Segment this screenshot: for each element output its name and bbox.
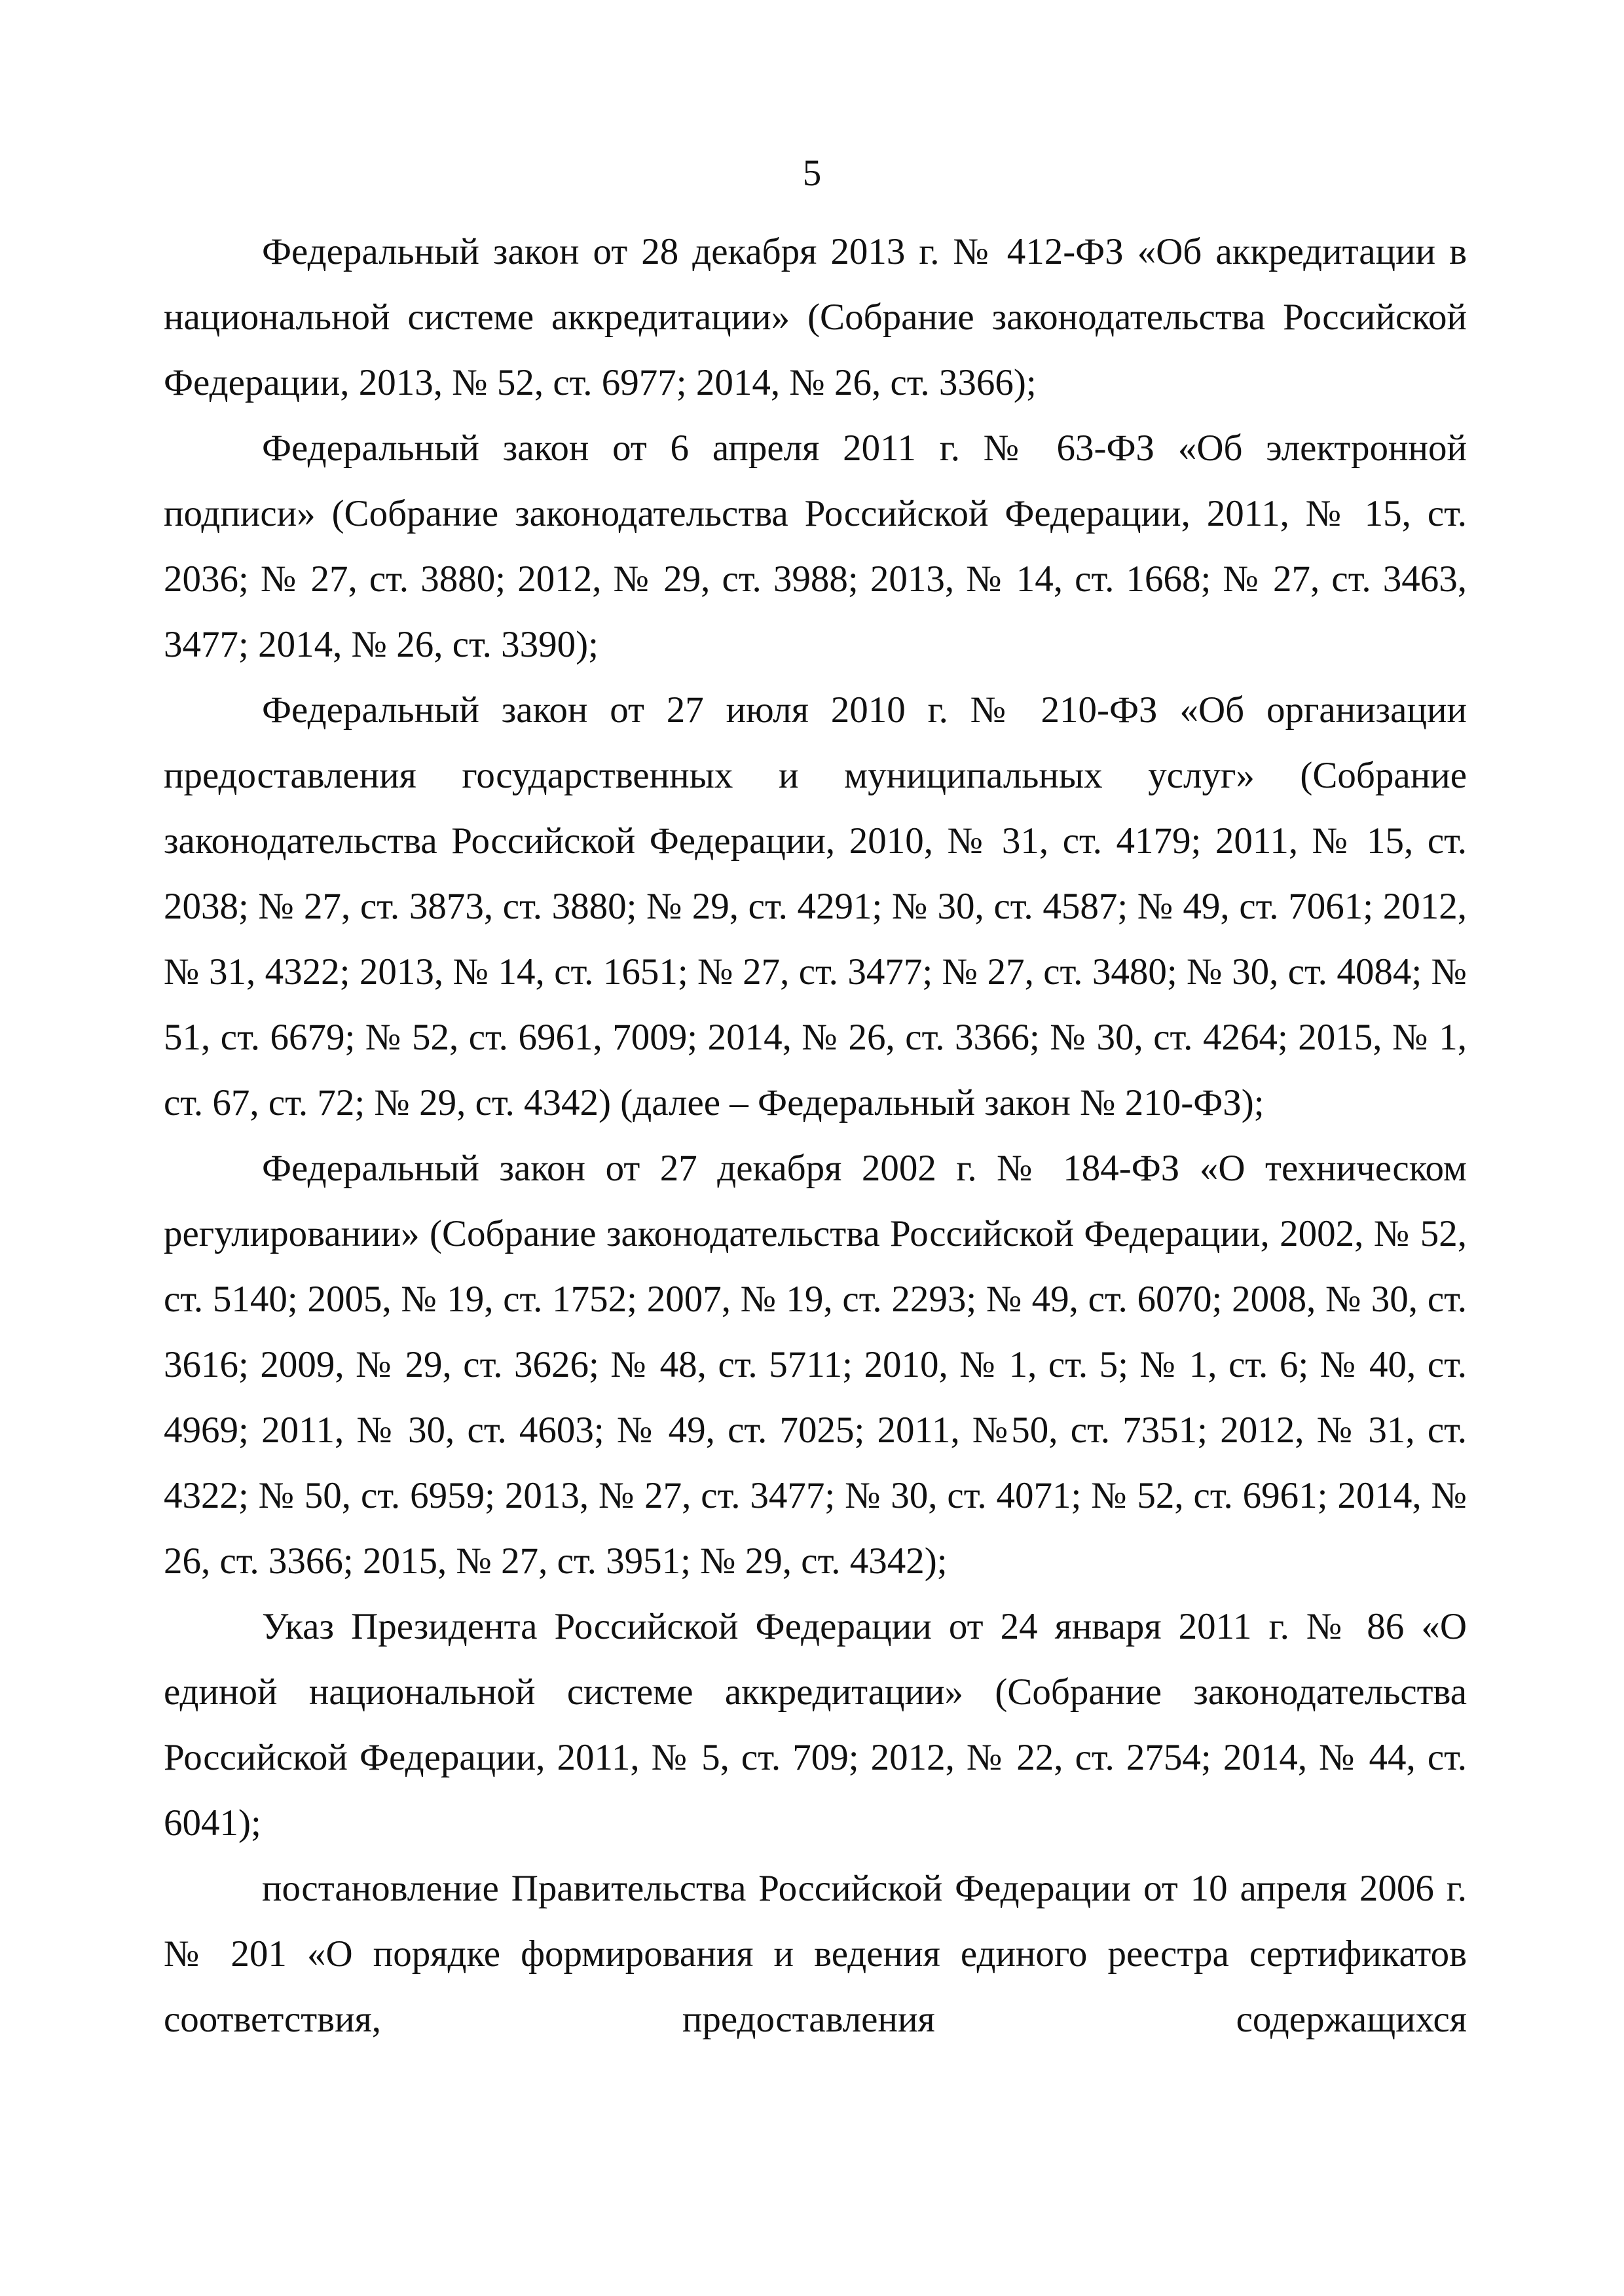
page-number: 5 — [802, 153, 822, 194]
paragraph-resolution-201: постановление Правительства Российской Федерации от 10 апреля 2006 г. № 201 «О порядке формирования и ведения единого реестра сертификатов соответствия, предоставления содержащихся — [164, 1868, 1467, 2040]
paragraph-fz-210: Федеральный закон от 27 июля 2010 г. № 210-ФЗ «Об организации предоставления государственных и муниципальных услуг» (Собрание законодательства Российской Федерации, 2010, № 31, ст. 4179; 2011, № 15, ст. 2038; № 27, ст. 3873, ст. 3880; № 29, ст. 4291; № 30, ст. 4587; № 49, ст. 7061; 2012, № 31, 4322; 2013, № 14, ст. 1651; № 27, ст. 3477; № 27, ст. 3480; № 30, ст. 4084; № 51, ст. 6679; № 52, ст. 6961, 7009; 2014, № 26, ст. 3366; № 30, ст. 4264; 2015, № 1, ст. 67, ст. 72; № 29, ст. 4342) (далее – Федеральный закон № 210-ФЗ); — [164, 689, 1467, 1123]
paragraph-fz-412: Федеральный закон от 28 декабря 2013 г. № 412-ФЗ «Об аккредитации в национальной системе аккредитации» (Собрание законодательства Российской Федерации, 2013, № 52, ст. 6977; 2014, № 26, ст. 3366); — [164, 231, 1467, 403]
paragraph-fz-63: Федеральный закон от 6 апреля 2011 г. № 63-ФЗ «Об электронной подписи» (Собрание законодательства Российской Федерации, 2011, № 15, ст. 2036; № 27, ст. 3880; 2012, № 29, ст. 3988; 2013, № 14, ст. 1668; № 27, ст. 3463, 3477; 2014, № 26, ст. 3390); — [164, 428, 1467, 665]
document-body — [164, 219, 1467, 2052]
paragraph-fz-184: Федеральный закон от 27 декабря 2002 г. № 184-ФЗ «О техническом регулировании» (Собрание законодательства Российской Федерации, 2002, № 52, ст. 5140; 2005, № 19, ст. 1752; 2007, № 19, ст. 2293; № 49, ст. 6070; 2008, № 30, ст. 3616; 2009, № 29, ст. 3626; № 48, ст. 5711; 2010, № 1, ст. 5; № 1, ст. 6; № 40, ст. 4969; 2011, № 30, ст. 4603; № 49, ст. 7025; 2011, №50, ст. 7351; 2012, № 31, ст. 4322; № 50, ст. 6959; 2013, № 27, ст. 3477; № 30, ст. 4071; № 52, ст. 6961; 2014, № 26, ст. 3366; 2015, № 27, ст. 3951; № 29, ст. 4342); — [164, 1148, 1467, 1582]
paragraph-decree-86: Указ Президента Российской Федерации от 24 января 2011 г. № 86 «О единой национальной системе аккредитации» (Собрание законодательства Российской Федерации, 2011, № 5, ст. 709; 2012, № 22, ст. 2754; 2014, № 44, ст. 6041); — [164, 1606, 1467, 1844]
